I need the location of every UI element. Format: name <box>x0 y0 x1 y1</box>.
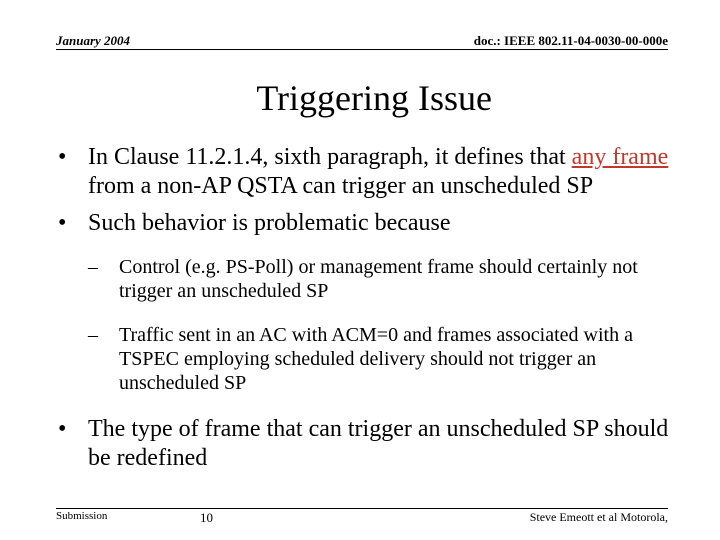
bullet-redefine <box>56 415 676 473</box>
sub-bullet-traffic-acm <box>56 323 676 395</box>
bullet-marker: • <box>58 144 67 170</box>
header-date: January 2004 <box>56 33 131 48</box>
bullet-marker: • <box>58 210 67 236</box>
bullet-text-before: In Clause 11.2.1.4, sixth paragraph, it defines that <box>88 144 572 170</box>
footer-submission: Submission <box>56 510 108 522</box>
slide-title: Triggering Issue <box>256 78 492 118</box>
footer-author: Steve Emeott et al Motorola, <box>529 510 668 524</box>
bullet-problematic <box>56 209 676 238</box>
bullet-marker: • <box>58 416 67 442</box>
header-divider <box>56 49 668 50</box>
bullet-text: The type of frame that can trigger an unscheduled SP should be redefined <box>88 416 669 471</box>
header-doc-id: doc.: IEEE 802.11-04-0030-00-000e <box>473 33 668 48</box>
bullet-text-after: from a non-AP QSTA can trigger an unscheduled SP <box>88 173 594 199</box>
sub-bullet-text: Control (e.g. PS-Poll) or management frame should certainly not trigger an unscheduled SP <box>119 256 638 302</box>
bullet-text: Such behavior is problematic because <box>88 210 451 236</box>
sub-bullet-text: Traffic sent in an AC with ACM=0 and frames associated with a TSPEC employing scheduled delivery should not trigger an unscheduled SP <box>119 324 633 394</box>
sub-bullet-marker: – <box>88 256 98 278</box>
bullet-clause-definition <box>56 143 676 201</box>
sub-bullet-control-frame <box>56 255 676 303</box>
highlight-any-frame: any frame <box>571 144 669 170</box>
sub-bullet-marker: – <box>88 324 98 346</box>
footer-page-number: 10 <box>200 510 213 525</box>
footer-divider <box>56 508 668 509</box>
slide-body <box>56 143 676 473</box>
